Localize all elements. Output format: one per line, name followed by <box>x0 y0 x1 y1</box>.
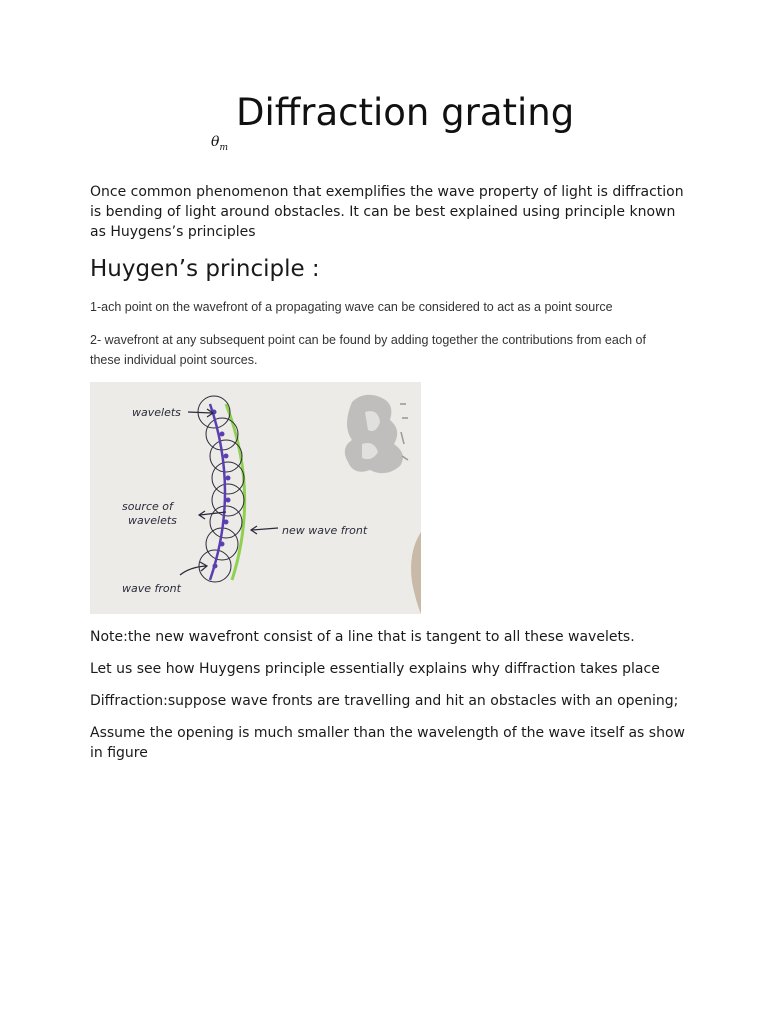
intro-paragraph: Once common phenomenon that exemplifies the wave property of light is diffraction is bending of light around obstacles. It can be best explained using principle known as Huygens’s principles <box>90 184 684 240</box>
theta-m-symbol <box>211 134 228 153</box>
principle-point-2: 2- wavefront at any subsequent point can be found by adding together the contributions from each of these individual point sources. <box>90 333 646 367</box>
label-source-line1: source of <box>122 500 173 513</box>
label-new-wave-front: new wave front <box>282 524 368 537</box>
label-wavelets: wavelets <box>132 406 181 419</box>
label-wave-front: wave front <box>122 582 181 595</box>
section-heading: Huygen’s principle : <box>90 256 320 282</box>
huygens-figure <box>90 382 421 614</box>
huygens-diagram <box>90 382 421 614</box>
theta-symbol: θ <box>211 134 220 150</box>
note-paragraph: Note:the new wavefront consist of a line that is tangent to all these wavelets. <box>90 629 635 645</box>
assume-paragraph: Assume the opening is much smaller than the wavelength of the wave itself as show in figure <box>90 725 685 761</box>
principle-point-1: 1-ach point on the wavefront of a propagating wave can be considered to act as a point source <box>90 300 613 314</box>
document-title: Diffraction grating <box>236 91 575 134</box>
explain-paragraph: Let us see how Huygens principle essentially explains why diffraction takes place <box>90 661 660 677</box>
label-source-line2: wavelets <box>128 514 177 527</box>
diffraction-paragraph: Diffraction:suppose wave fronts are travelling and hit an obstacles with an opening; <box>90 693 679 709</box>
theta-subscript: m <box>219 142 228 153</box>
